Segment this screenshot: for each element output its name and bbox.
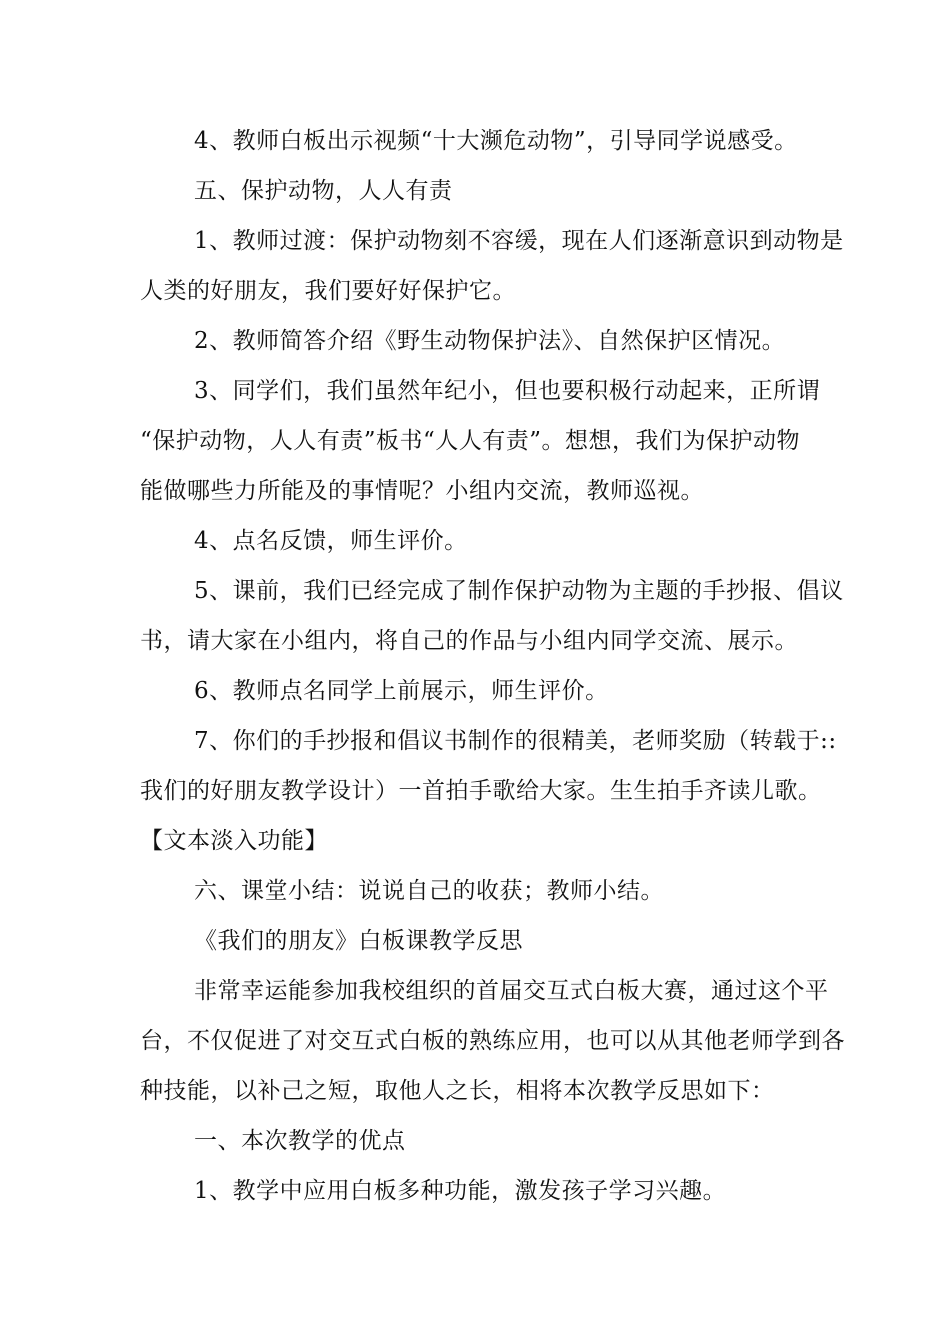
paragraph-line: 3、同学们，我们虽然年纪小，但也要积极行动起来，正所谓 bbox=[194, 378, 821, 404]
bracket-note: 【文本淡入功能】 bbox=[140, 828, 328, 854]
paragraph-line: 书，请大家在小组内，将自己的作品与小组内同学交流、展示。 bbox=[140, 628, 798, 654]
paragraph-line: 我们的好朋友教学设计）一首拍手歌给大家。生生拍手齐读儿歌。 bbox=[140, 778, 822, 804]
paragraph-line: “保护动物，人人有责”板书“人人有责”。想想，我们为保护动物 bbox=[140, 428, 801, 454]
paragraph-line: 5、课前，我们已经完成了制作保护动物为主题的手抄报、倡议 bbox=[194, 578, 844, 604]
section-heading: 一、本次教学的优点 bbox=[194, 1128, 406, 1154]
paragraph-line: 4、点名反馈，师生评价。 bbox=[194, 528, 468, 554]
section-heading: 六、课堂小结：说说自己的收获；教师小结。 bbox=[194, 878, 664, 904]
paragraph-line: 4、教师白板出示视频“十大濒危动物”，引导同学说感受。 bbox=[194, 128, 798, 154]
paragraph-line: 非常幸运能参加我校组织的首届交互式白板大赛，通过这个平 bbox=[194, 978, 829, 1004]
paragraph-line: 6、教师点名同学上前展示，师生评价。 bbox=[194, 678, 609, 704]
paragraph-line: 7、你们的手抄报和倡议书制作的很精美，老师奖励（转载于:: bbox=[194, 728, 837, 754]
paragraph-line: 1、教学中应用白板多种功能，激发孩子学习兴趣。 bbox=[194, 1178, 727, 1204]
section-heading: 五、保护动物，人人有责 bbox=[194, 178, 453, 204]
paragraph-line: 台，不仅促进了对交互式白板的熟练应用，也可以从其他老师学到各 bbox=[140, 1028, 845, 1054]
paragraph-line: 人类的好朋友，我们要好好保护它。 bbox=[140, 278, 516, 304]
paragraph-line: 能做哪些力所能及的事情呢？小组内交流，教师巡视。 bbox=[140, 478, 704, 504]
paragraph-line: 1、教师过渡：保护动物刻不容缓，现在人们逐渐意识到动物是 bbox=[194, 228, 844, 254]
paragraph-line: 种技能，以补己之短，取他人之长，相将本次教学反思如下： bbox=[140, 1078, 775, 1104]
paragraph-line: 2、教师简答介绍《野生动物保护法》、自然保护区情况。 bbox=[194, 328, 786, 354]
reflection-title: 《我们的朋友》白板课教学反思 bbox=[194, 928, 523, 954]
